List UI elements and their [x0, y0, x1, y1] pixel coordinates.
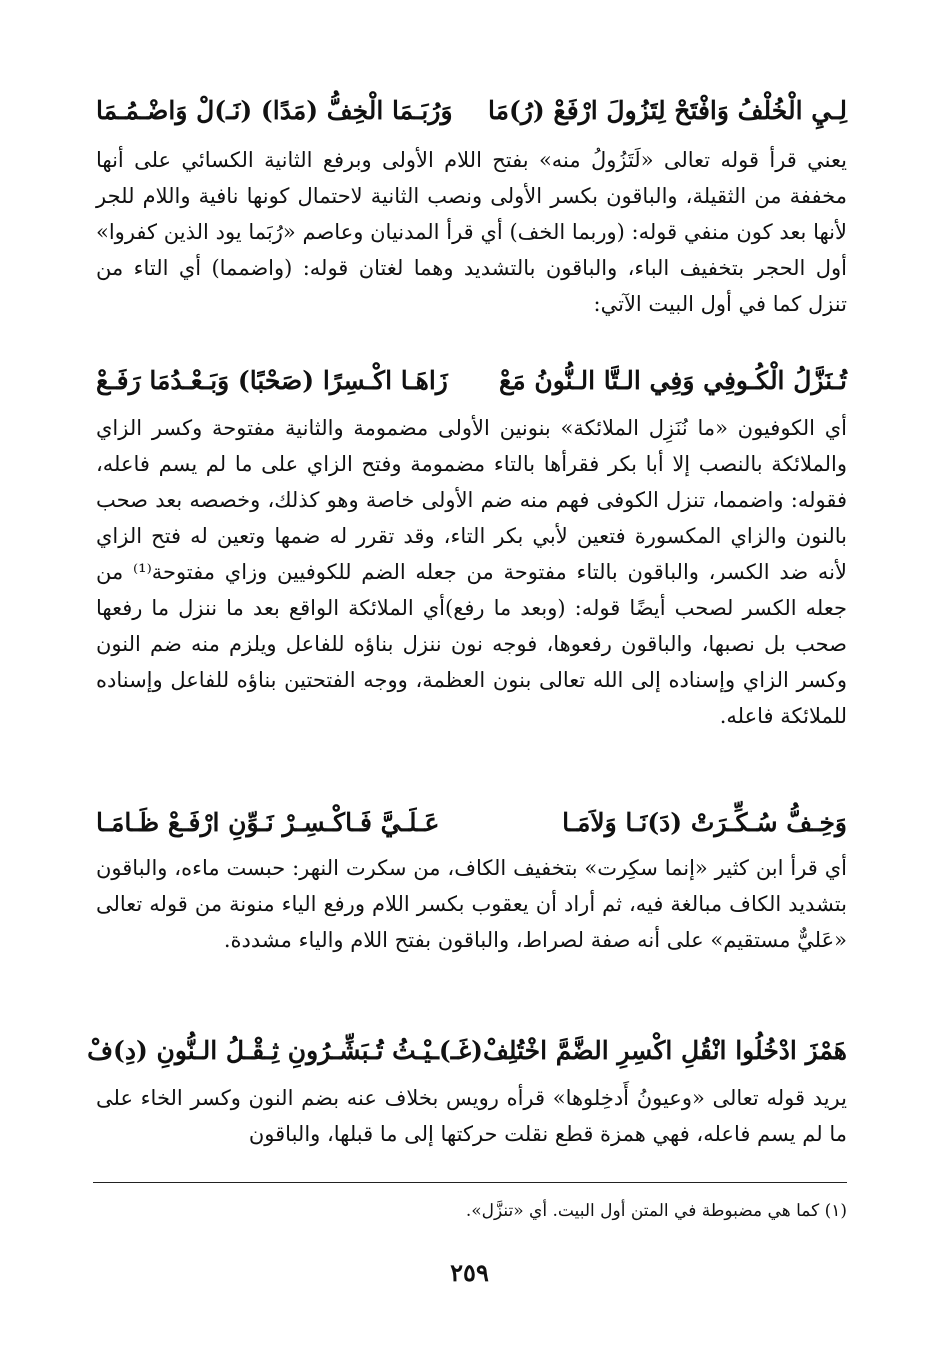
- verse-4-first-hemistich: هَمْزَ ادْخُلُوا انْقُلِ اكْسِرِ الضَّمَّ اخْتُلِفْ: [482, 1036, 847, 1065]
- verse-1-first-hemistich: لِـيِ الْخُلْفُ وَافْتَحْ لِتَزُولَ ارْفَعْ (رُ)مَا: [487, 96, 847, 125]
- verse-line-4: [87, 1034, 847, 1068]
- verse-2-second-hemistich: زَاهَـا اكْـسِرًا (صَحْبًا) وَبَـعْـدُمَا رَفَـعْ: [96, 366, 448, 395]
- footnote: (١) كما هي مضبوطة في المتن أول البيت. أي «تنزَّل».: [465, 1201, 847, 1221]
- verse-4-second-hemistich: (غَـ)ـيْـثُ تُـبَشِّـرُونِ ثِـقْـلُ الـنُّونِ (دِ)فْ: [87, 1036, 483, 1065]
- commentary-paragraph-3: أي قرأ ابن كثير «إنما سكِرت» بتخفيف الكاف، من سكرت النهر: حبست ماءه، والباقون بتشديد الكاف مبالغة فيه، ثم أراد أن يعقوب بكسر اللام ورفع الياء منونة من قوله تعالى «عَليٌّ مستقيم» على أنه صفة لصراط، والباقون بفتح اللام والياء مشددة.: [96, 856, 847, 952]
- commentary-paragraph-4: يريد قوله تعالى «وعيونُ أَدخِلوها» قرأه رويس بخلاف عنه بضم النون وكسر الخاء على ما لم يسم فاعله، فهي همزة قطع نقلت حركتها إلى ما قبلها، والباقون: [96, 1086, 847, 1146]
- verse-line-2: [96, 364, 847, 398]
- verse-3-second-hemistich: عَـلَـيَّ فَـاكْـسِـرْ نَـوِّنِ ارْفَـعْ ظَـامَـا: [96, 808, 440, 837]
- verse-2-first-hemistich: تُـنَزَّلُ الْكُـوفِي وَفِي الـتَّا الـنُّونُ مَعْ: [498, 366, 847, 395]
- verse-1-second-hemistich: وَرُبَـمَا الْخِفُّ (مَدًا) (نَـ)لْ وَاضْـمُـمَا: [96, 96, 453, 125]
- footnote-divider: [93, 1182, 847, 1183]
- verse-line-1: [96, 94, 847, 128]
- commentary-paragraph-2: أي الكوفيون «ما نُنَزِل الملائكة» بنونين الأولى مضمومة والثانية مفتوحة وكسر الزاي والملائكة بالنصب إلا أبا بكر فقرأها بالتاء مضمومة وفتح الزاي على ما لم يسم فاعله، فقوله: واضمما، تنزل الكوفى فهم منه ضم الأولى خاصة وهو كذلك، وخصصه بعد صحب بالنون والزاي المكسورة فتعين لأبي بكر التاء، وقد تقرر له ضمها وتعين له فتح الزاي لأنه ضد الكسر، والباقون بالتاء مفتوحة من جعله الضم للكوفيين وزاي مفتوحة⁽¹⁾ من جعله الكسر لصحب أيضًا قوله: (وبعد ما رفع)أي الملائكة الواقع بعد ما ننزل ما رفعها صحب بل نصبها، والباقون رفعوها، فوجه نون ننزل بناؤه للفاعل ويلزم منه ضم النون وكسر الزاي وإسناده إلى الله تعالى بنون العظمة، ووجه الفتحتين بناؤه للفاعل وإسناده للملائكة فاعله.: [96, 416, 847, 728]
- page-number: ٢٥٩: [450, 1258, 489, 1287]
- commentary-paragraph-1: يعني قرأ قوله تعالى «لَتَزُولُ منه» بفتح اللام الأولى وبرفع الثانية الكسائي على أنها مخففة من الثقيلة، والباقون بكسر الأولى ونصب الثانية لاحتمال كونها نافية واللام للجر لأنها بعد كون منفي قوله: (وربما الخف) أي قرأ المدنيان وعاصم «رُبَما يود الذين كفروا» أول الحجر بتخفيف الباء، والباقون بالتشديد وهما لغتان قوله: (واضمما) أي التاء من تنزل كما في أول البيت الآتي:: [96, 148, 847, 316]
- verse-line-3: [96, 806, 847, 840]
- verse-3-first-hemistich: وَخِـفُّ سُـكِّـرَتْ (دَ)نَـا وَلاَمَـا: [562, 808, 847, 837]
